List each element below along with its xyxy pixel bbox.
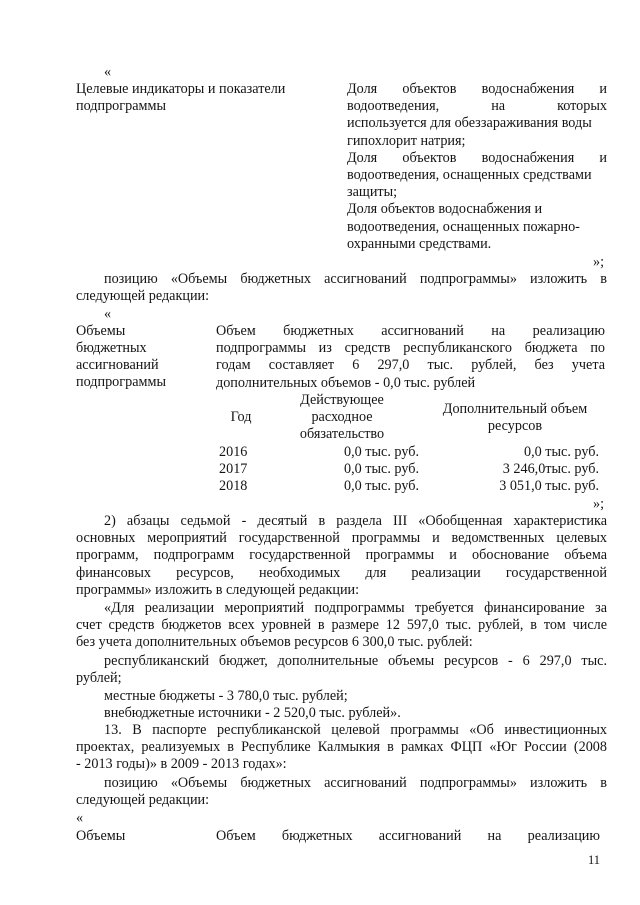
text-line: позицию «Объемы бюджетных ассигнований подпрограммы» изложить в (104, 271, 607, 287)
text-line: программы» изложить в следующей редакции: (76, 581, 360, 598)
text-line: водоотведения, оснащенных пожарно- (347, 218, 580, 235)
header-additional: Дополнительный объем (442, 401, 588, 417)
text-line: Доля объектов водоснабжения и (347, 81, 607, 97)
text-line: Объем бюджетных ассигнований на реализацию (216, 828, 600, 844)
close-quote-1: »; (593, 254, 605, 270)
text-line: программ, подпрограмм государственной программы и обоснование объема (76, 547, 607, 564)
paragraph: местные бюджеты - 3 780,0 тыс. рублей; (104, 688, 348, 704)
table-cell-current: 0,0 тыс. руб. (344, 478, 419, 494)
text-line: водоотведения, на которых (347, 98, 607, 115)
text-line: основных мероприятий государственной программы и ведомственных целевых (76, 530, 607, 547)
open-quote-3: « (76, 810, 84, 826)
table-label-line: Целевые индикаторы и показатели (76, 81, 286, 97)
text-line: защиты; (347, 184, 398, 201)
table-cell-additional: 3 246,0тыс. руб. (502, 461, 599, 477)
paragraph (76, 653, 607, 687)
paragraph (76, 600, 607, 652)
table-cell-current: 0,0 тыс. руб. (344, 461, 419, 477)
table-label-line: подпрограммы (76, 98, 166, 114)
open-quote-2: « (104, 306, 112, 322)
text-line: гипохлорит натрия; (347, 132, 466, 149)
text-line: счет средств бюджетов всех уровней в размере 12 597,0 тыс. рублей, в том числе (76, 617, 607, 634)
open-quote-1: « (104, 64, 112, 80)
text-line: следующей редакции: (76, 792, 210, 809)
text-line: годам составляет 6 297,0 тыс. рублей, без учета (216, 357, 605, 374)
text-line: - 2013 годы)» в 2009 - 2013 годах»: (76, 756, 287, 773)
text-line: следующей редакции: (76, 288, 210, 305)
paragraph: внебюджетные источники - 2 520,0 тыс. рублей». (104, 705, 401, 721)
header-current: расходное (311, 409, 373, 425)
table-label-line: подпрограммы (76, 374, 166, 390)
budget-text (216, 828, 600, 845)
paragraph (76, 513, 607, 599)
budget-text (216, 323, 605, 392)
table-cell-current: 0,0 тыс. руб. (344, 444, 419, 460)
table-cell-additional: 0,0 тыс. руб. (524, 444, 599, 460)
text-line: Объем бюджетных ассигнований на реализацию (216, 323, 605, 339)
paragraph (76, 722, 607, 774)
text-line: охранными средствами. (347, 235, 492, 252)
text-line: используется для обеззараживания воды (347, 115, 592, 132)
text-line: 13. В паспорте республиканской целевой программы «Об инвестиционных (104, 722, 607, 738)
text-line: финансовых ресурсов, необходимых для реализации государственной (76, 564, 607, 581)
text-line: республиканский бюджет, дополнительные объемы ресурсов - 6 297,0 тыс. (104, 653, 607, 669)
header-additional: ресурсов (487, 418, 543, 434)
table-label-line: ассигнований (76, 357, 159, 373)
table-cell-additional: 3 051,0 тыс. руб. (499, 478, 599, 494)
text-line: рублей; (76, 670, 122, 687)
text-line: проектах, реализуемых в Республике Калмыкия в рамках ФЦП «Юг России (2008 (76, 739, 607, 756)
table-label-line: Объемы (76, 323, 126, 339)
table-label-line: бюджетных (76, 340, 147, 356)
text-line: Доля объектов водоснабжения и (347, 201, 543, 218)
text-line: Доля объектов водоснабжения и (347, 149, 607, 166)
text-line: «Для реализации мероприятий подпрограммы требуется финансирование за (104, 600, 607, 616)
text-line: позицию «Объемы бюджетных ассигнований подпрограммы» изложить в (104, 775, 607, 791)
table-cell-year: 2017 (219, 461, 248, 477)
header-current: обязательство (299, 426, 385, 442)
header-current: Действующее (300, 392, 384, 408)
text-line: дополнительных объемов - 0,0 тыс. рублей (216, 374, 476, 391)
table-cell-year: 2016 (219, 444, 248, 460)
paragraph (76, 775, 607, 809)
paragraph (76, 271, 607, 305)
close-quote-2: »; (593, 496, 605, 512)
page-number: 11 (588, 853, 601, 867)
indicators-text (347, 81, 607, 253)
text-line: 2) абзацы седьмой - десятый в раздела III «Обобщенная характеристика (104, 513, 607, 529)
header-year: Год (230, 409, 252, 425)
text-line: водоотведения, оснащенных средствами (347, 167, 592, 184)
text-line: без учета дополнительных объемов ресурсов 6 300,0 тыс. рублей: (76, 634, 473, 651)
table-cell-year: 2018 (219, 478, 248, 494)
table-label-line: Объемы (76, 828, 126, 844)
text-line: подпрограммы из средств республиканского бюджета по (216, 340, 605, 357)
